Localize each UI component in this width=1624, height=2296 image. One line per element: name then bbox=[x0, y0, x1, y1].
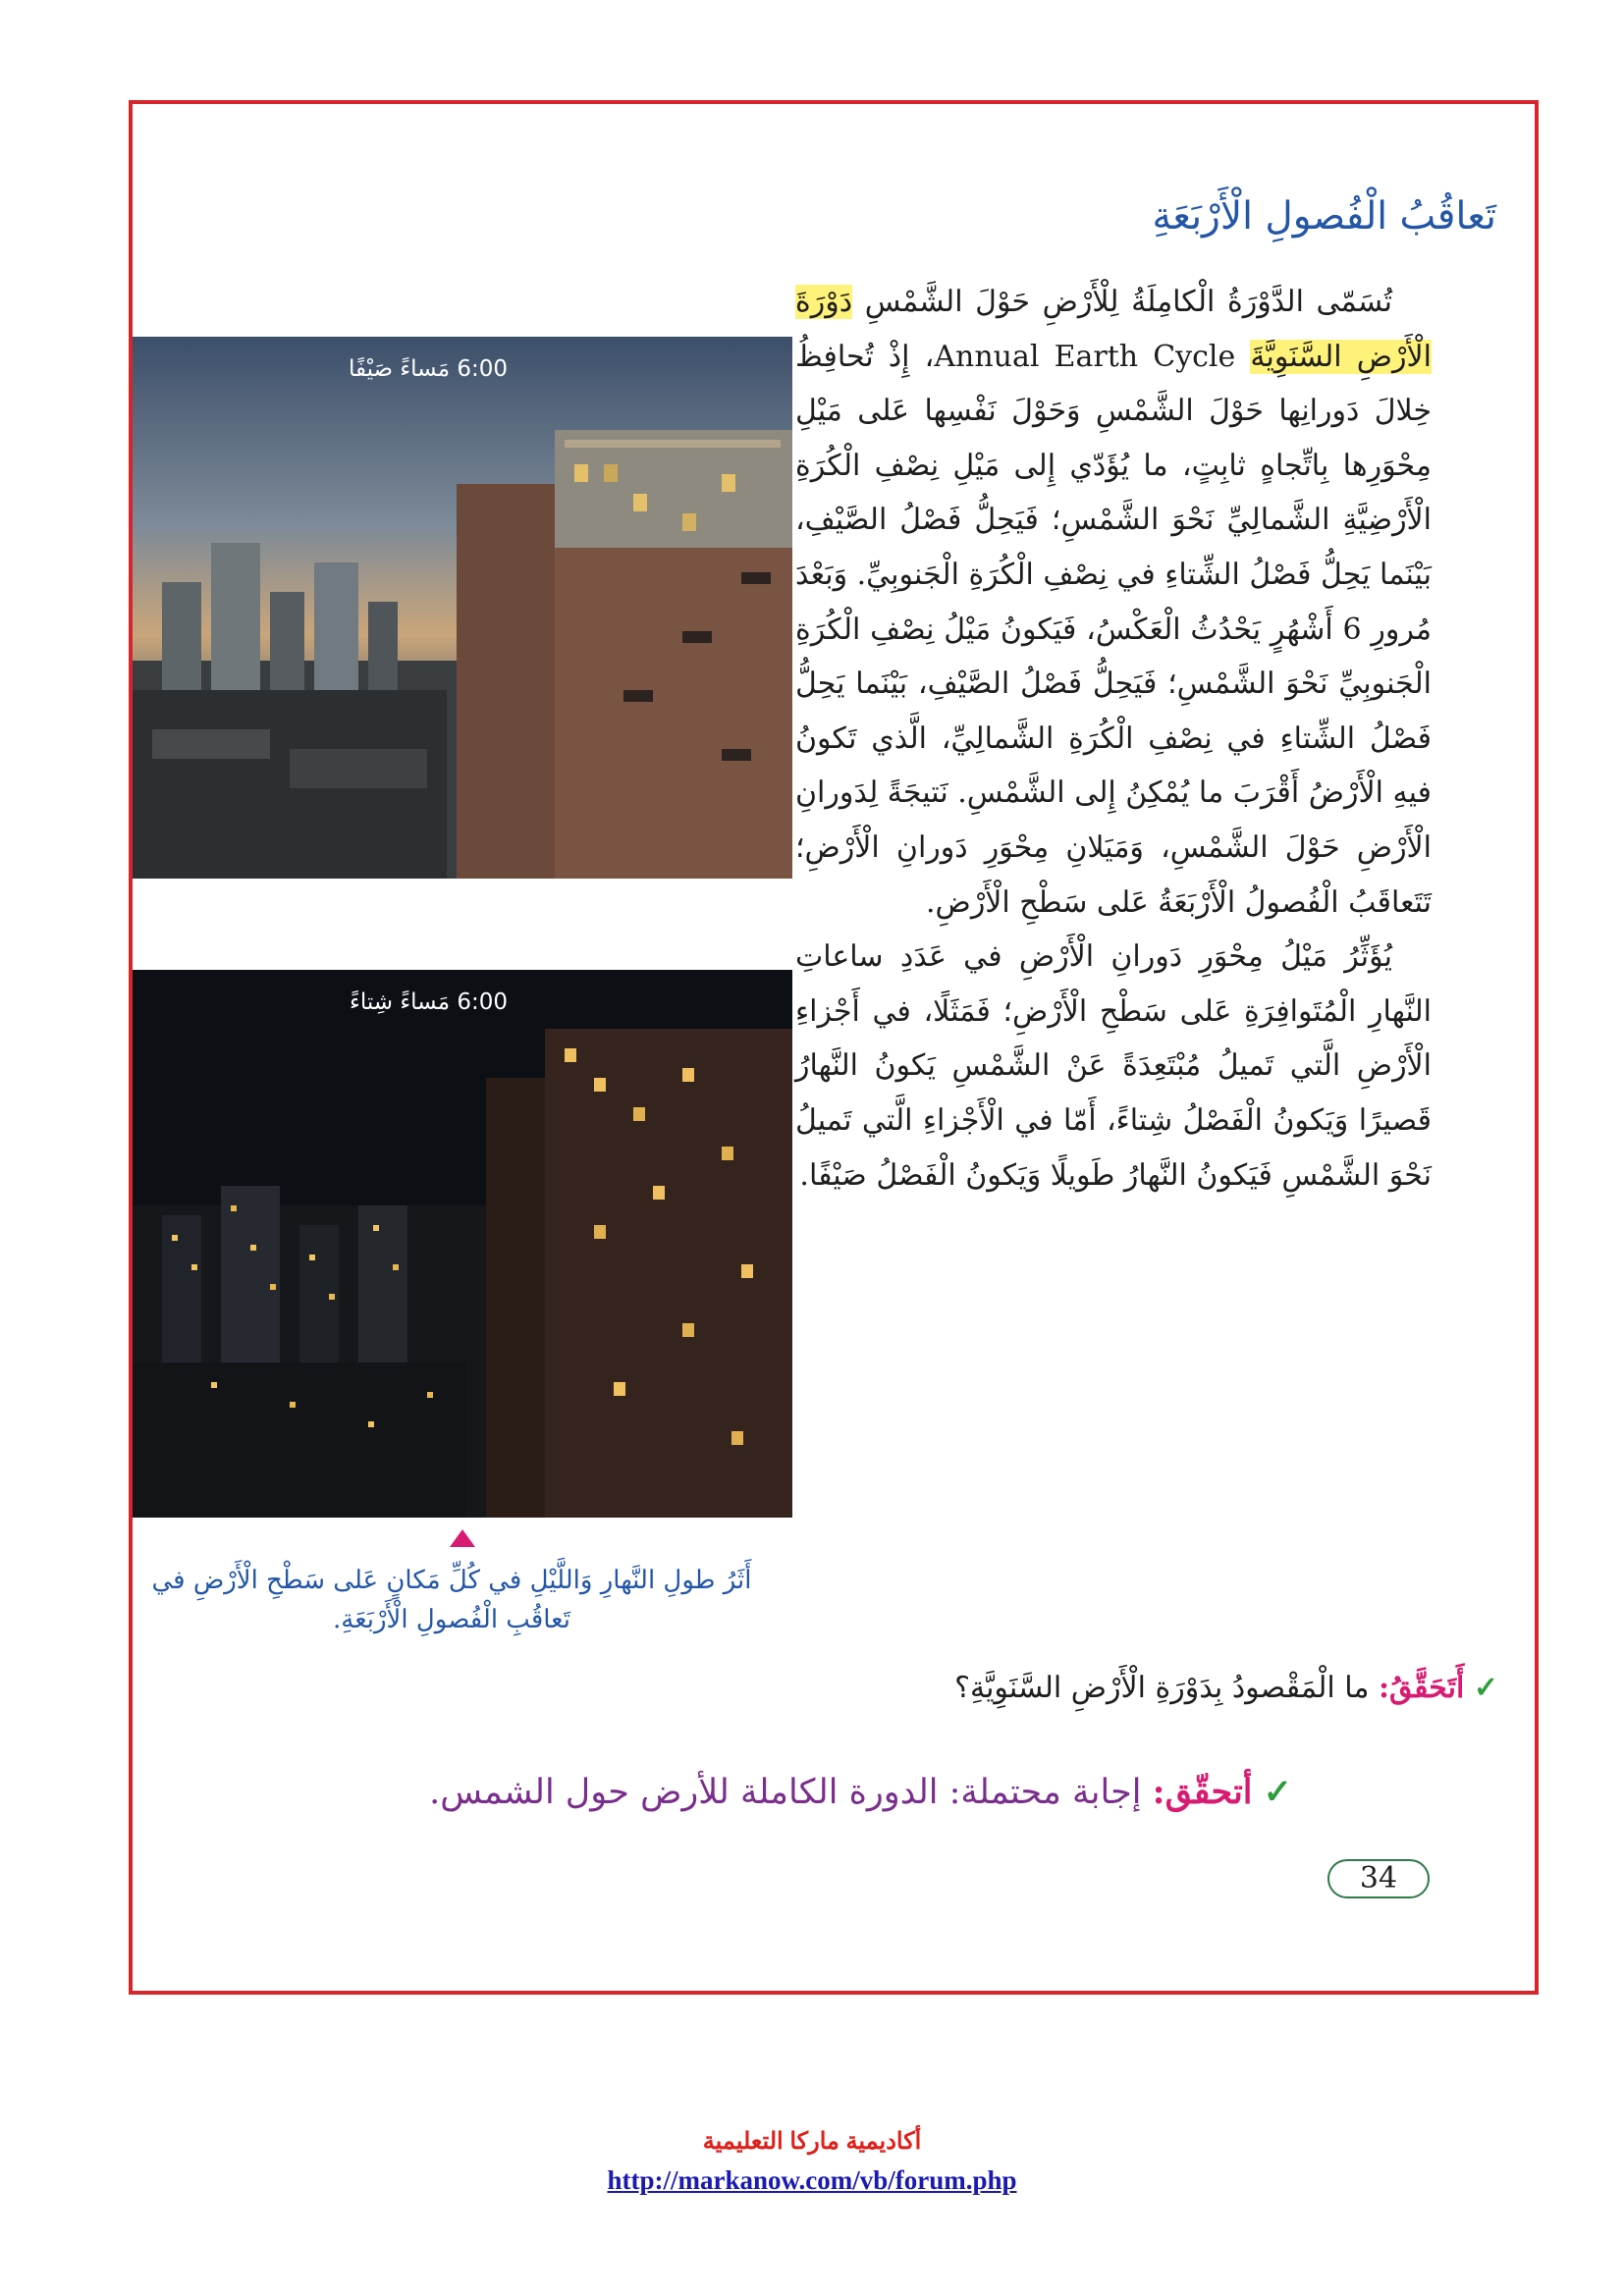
answer-label: أتحقّق: bbox=[1152, 1772, 1253, 1812]
english-term: Annual Earth Cycle bbox=[934, 339, 1236, 374]
footer-academy-name: أكاديمية ماركا التعليمية bbox=[702, 2128, 922, 2155]
lesson-body bbox=[795, 275, 1432, 1202]
winter-photo bbox=[133, 970, 792, 1518]
highlighted-term: دَوْرَةَ الْأَرْضِ السَّنَوِيَّةَ bbox=[795, 285, 1432, 374]
answer-text: إجابة محتملة: الدورة الكاملة للأرض حول الشمس. bbox=[429, 1773, 1153, 1812]
check-label: أَتَحَقَّقُ: bbox=[1378, 1671, 1465, 1705]
paragraph-2: يُؤَثِّرُ مَيْلُ مِحْوَرِ دَورانِ الْأَرْضِ في عَدَدِ ساعاتِ النَّهارِ الْمُتَوافِرَةِ عَلى سَطْحِ الْأَرْضِ؛ فَمَثَلًا، في أَجْزاءِ الْأَرْضِ الَّتي تَميلُ مُبْتَعِدَةً عَنْ الشَّمْسِ يَكونُ النَّهارُ قَصيرًا وَيَكونُ الْفَصْلُ شِتاءً، أَمّا في الْأَجْزاءِ الَّتي تَميلُ نَحْوَ الشَّمْسِ فَيَكونُ النَّهارُ طَويلًا وَيَكونُ الْفَصْلُ صَيْفًا. bbox=[795, 939, 1432, 1193]
para1-start: تُسَمّى الدَّوْرَةُ الْكامِلَةُ لِلْأَرْضِ حَوْلَ الشَّمْسِ bbox=[852, 285, 1392, 319]
check-answer bbox=[429, 1772, 1292, 1812]
check-question-text: ما الْمَقْصودُ بِدَوْرَةِ الْأَرْضِ السَّنَوِيَّةِ؟ bbox=[954, 1671, 1379, 1705]
paragraph-1 bbox=[795, 275, 1432, 930]
checkmark-icon: ✓ bbox=[1473, 1671, 1498, 1705]
para1-rest: ، إِذْ تُحافِظُ خِلالَ دَورانِها حَوْلَ الشَّمْسِ وَحَوْلَ نَفْسِها عَلى مَيْلِ مِحْوَرِها بِاتِّجاهٍ ثابِتٍ، ما يُؤَدّي إِلى مَيْلِ نِصْفِ الْكُرَةِ الْأَرْضِيَّةِ الشَّمالِيِّ نَحْوَ الشَّمْسِ؛ فَيَحِلُّ فَصْلُ الصَّيْفِ، بَيْنَما يَحِلُّ فَصْلُ الشِّتاءِ في نِصْفِ الْكُرَةِ الْجَنوبِيِّ. وَبَعْدَ مُرورِ 6 أَشْهُرٍ يَحْدُثُ الْعَكْسُ، فَيَكونُ مَيْلُ نِصْفِ الْكُرَةِ الْجَنوبِيِّ نَحْوَ الشَّمْسِ؛ فَيَحِلُّ فَصْلُ الصَّيْفِ، بَيْنَما يَحِلُّ فَصْلُ الشِّتاءِ في نِصْفِ الْكُرَةِ الشَّمالِيِّ، الَّذي تَكونُ فيهِ الْأَرْضُ أَقْرَبَ ما يُمْكِنُ إِلى الشَّمْسِ. نَتيجَةً لِدَورانِ الْأَرْضِ حَوْلَ الشَّمْسِ، وَمَيَلانِ مِحْوَرِ دَورانِ الْأَرْضِ؛ تَتَعاقَبُ الْفُصولُ الْأَرْبَعَةُ عَلى سَطْحِ الْأَرْضِ. bbox=[795, 339, 1432, 920]
photo-caption: أَثَرُ طولِ النَّهارِ وَاللَّيْلِ في كُلِّ مَكانٍ عَلى سَطْحِ الْأَرْضِ في تَعاقُبِ الْفُصولِ الْأَرْبَعَةِ. bbox=[151, 1566, 752, 1634]
footer-link[interactable]: http://markanow.com/vb/forum.php bbox=[607, 2165, 1017, 2195]
answer-checkmark-icon: ✓ bbox=[1263, 1772, 1292, 1812]
summer-time-label: 6:00 مَساءً صَيْفًا bbox=[348, 356, 508, 382]
lesson-title: تَعاقُبُ الْفُصولِ الْأَرْبَعَةِ bbox=[1152, 194, 1496, 239]
page-number: 34 bbox=[1327, 1859, 1430, 1898]
winter-time-label: 6:00 مَساءً شِتاءً bbox=[350, 989, 508, 1015]
caption-triangle-icon bbox=[450, 1529, 475, 1547]
check-question bbox=[954, 1671, 1498, 1705]
summer-photo bbox=[133, 337, 792, 879]
